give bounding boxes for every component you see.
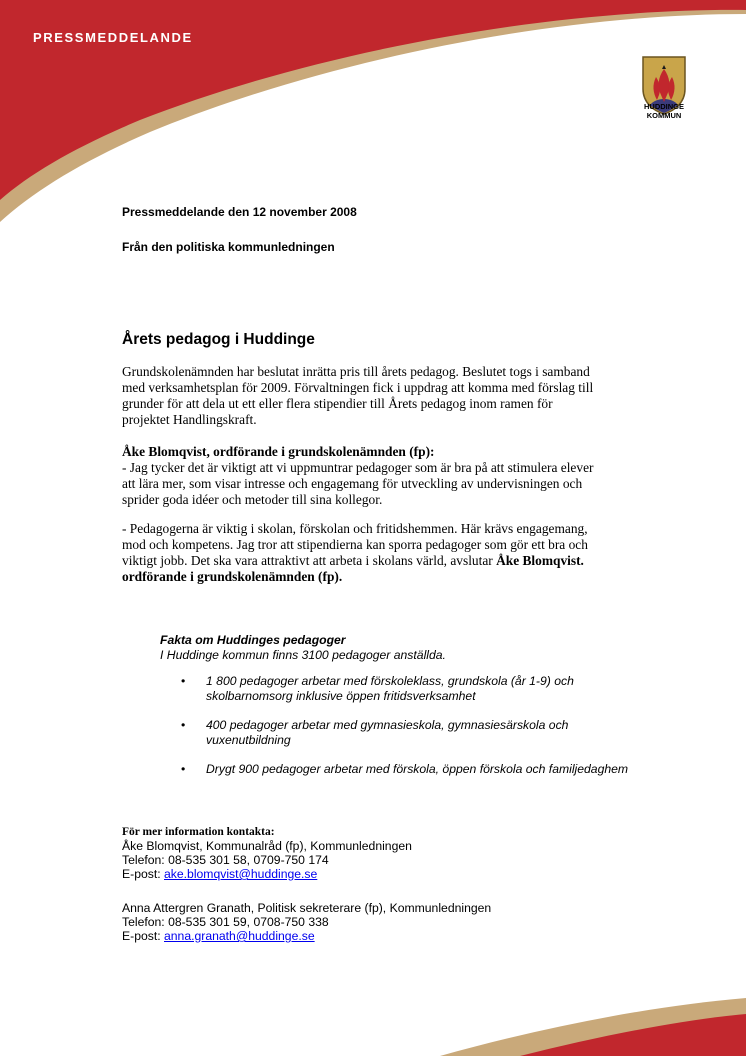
list-item — [181, 718, 656, 748]
fakta-title: Fakta om Huddinges pedagoger — [160, 633, 346, 647]
contact-1-email-row — [122, 867, 412, 881]
bullet-icon: • — [181, 718, 186, 732]
contact-section — [122, 825, 412, 881]
date-line: Pressmeddelande den 12 november 2008 — [122, 205, 357, 219]
logo-wordmark — [634, 103, 694, 120]
fakta-section — [160, 633, 446, 663]
page-title: Årets pedagog i Huddinge — [122, 331, 315, 348]
logo-line-1: HUDDINGE — [643, 102, 684, 111]
from-line: Från den politiska kommunledningen — [122, 240, 335, 254]
fakta-intro: I Huddinge kommun finns 3100 pedagoger anställda. — [160, 648, 446, 662]
contact-2-phone: Telefon: 08-535 301 59, 0708-750 338 — [122, 915, 329, 929]
contact-1-name: Åke Blomqvist, Kommunalråd (fp), Kommunledningen — [122, 839, 412, 853]
press-release-label: PRESSMEDDELANDE — [33, 30, 193, 45]
contact-2-email-link[interactable]: anna.granath@huddinge.se — [164, 929, 315, 943]
contact-2-email-row — [122, 929, 491, 943]
quote-heading-text: Åke Blomqvist, ordförande i grundskolenämnden (fp): — [122, 444, 435, 459]
contact-2-name: Anna Attergren Granath, Politisk sekreterare (fp), Kommunledningen — [122, 901, 492, 915]
quote-paragraph-2 — [122, 521, 602, 585]
fakta-item-text: Drygt 900 pedagoger arbetar med förskola, öppen förskola och familjedaghem — [206, 762, 629, 776]
contact-1-phone: Telefon: 08-535 301 58, 0709-750 174 — [122, 853, 329, 867]
contact-section-2 — [122, 901, 491, 943]
quote-paragraph-2-text: - Pedagogerna är viktig i skolan, förskolan och fritidshemmen. Här krävs engagemang, mod och kompetens. Jag tror att stipendierna kan sporra pedagoger som gör ett bra och viktigt jobb. Det ska vara attraktivt att arbeta i skolans värld, avslutar — [122, 521, 588, 568]
contact-1-email-label: E-post: — [122, 867, 164, 881]
fakta-list — [160, 674, 656, 791]
contact-1-email-link[interactable]: ake.blomqvist@huddinge.se — [164, 867, 318, 881]
quote-attribution: Åke Blomqvist. ordförande i grundskolenämnden (fp). — [122, 553, 584, 584]
fakta-item-text: 1 800 pedagoger arbetar med förskoleklass, grundskola (år 1-9) och skolbarnomsorg inklusive öppen fritidsverksamhet — [206, 674, 574, 703]
bullet-icon: • — [181, 674, 186, 688]
quote-heading — [122, 444, 602, 460]
quote-paragraph-1: - Jag tycker det är viktigt att vi uppmuntrar pedagoger som är bra på att stimulera elever att lära mer, som visar intresse och engagemang för utveckling av undervisningen och sprider goda idéer och metoder till sina kollegor. — [122, 460, 594, 507]
list-item — [181, 674, 656, 704]
contact-2-email-label: E-post: — [122, 929, 164, 943]
bullet-icon: • — [181, 762, 186, 776]
contact-heading: För mer information kontakta: — [122, 826, 275, 838]
fakta-item-text: 400 pedagoger arbetar med gymnasieskola, gymnasiesärskola och vuxenutbildning — [206, 718, 569, 747]
logo-line-2: KOMMUN — [646, 110, 682, 120]
list-item — [181, 762, 656, 777]
intro-paragraph: Grundskolenämnden har beslutat inrätta pris till årets pedagog. Beslutet togs i samband med verksamhetsplan för 2009. Förvaltningen fick i uppdrag att komma med förslag till grunder för att dela ut ett eller flera stipendier till Årets pedagog inom ramen för projektet Handlingskraft. — [122, 364, 594, 427]
